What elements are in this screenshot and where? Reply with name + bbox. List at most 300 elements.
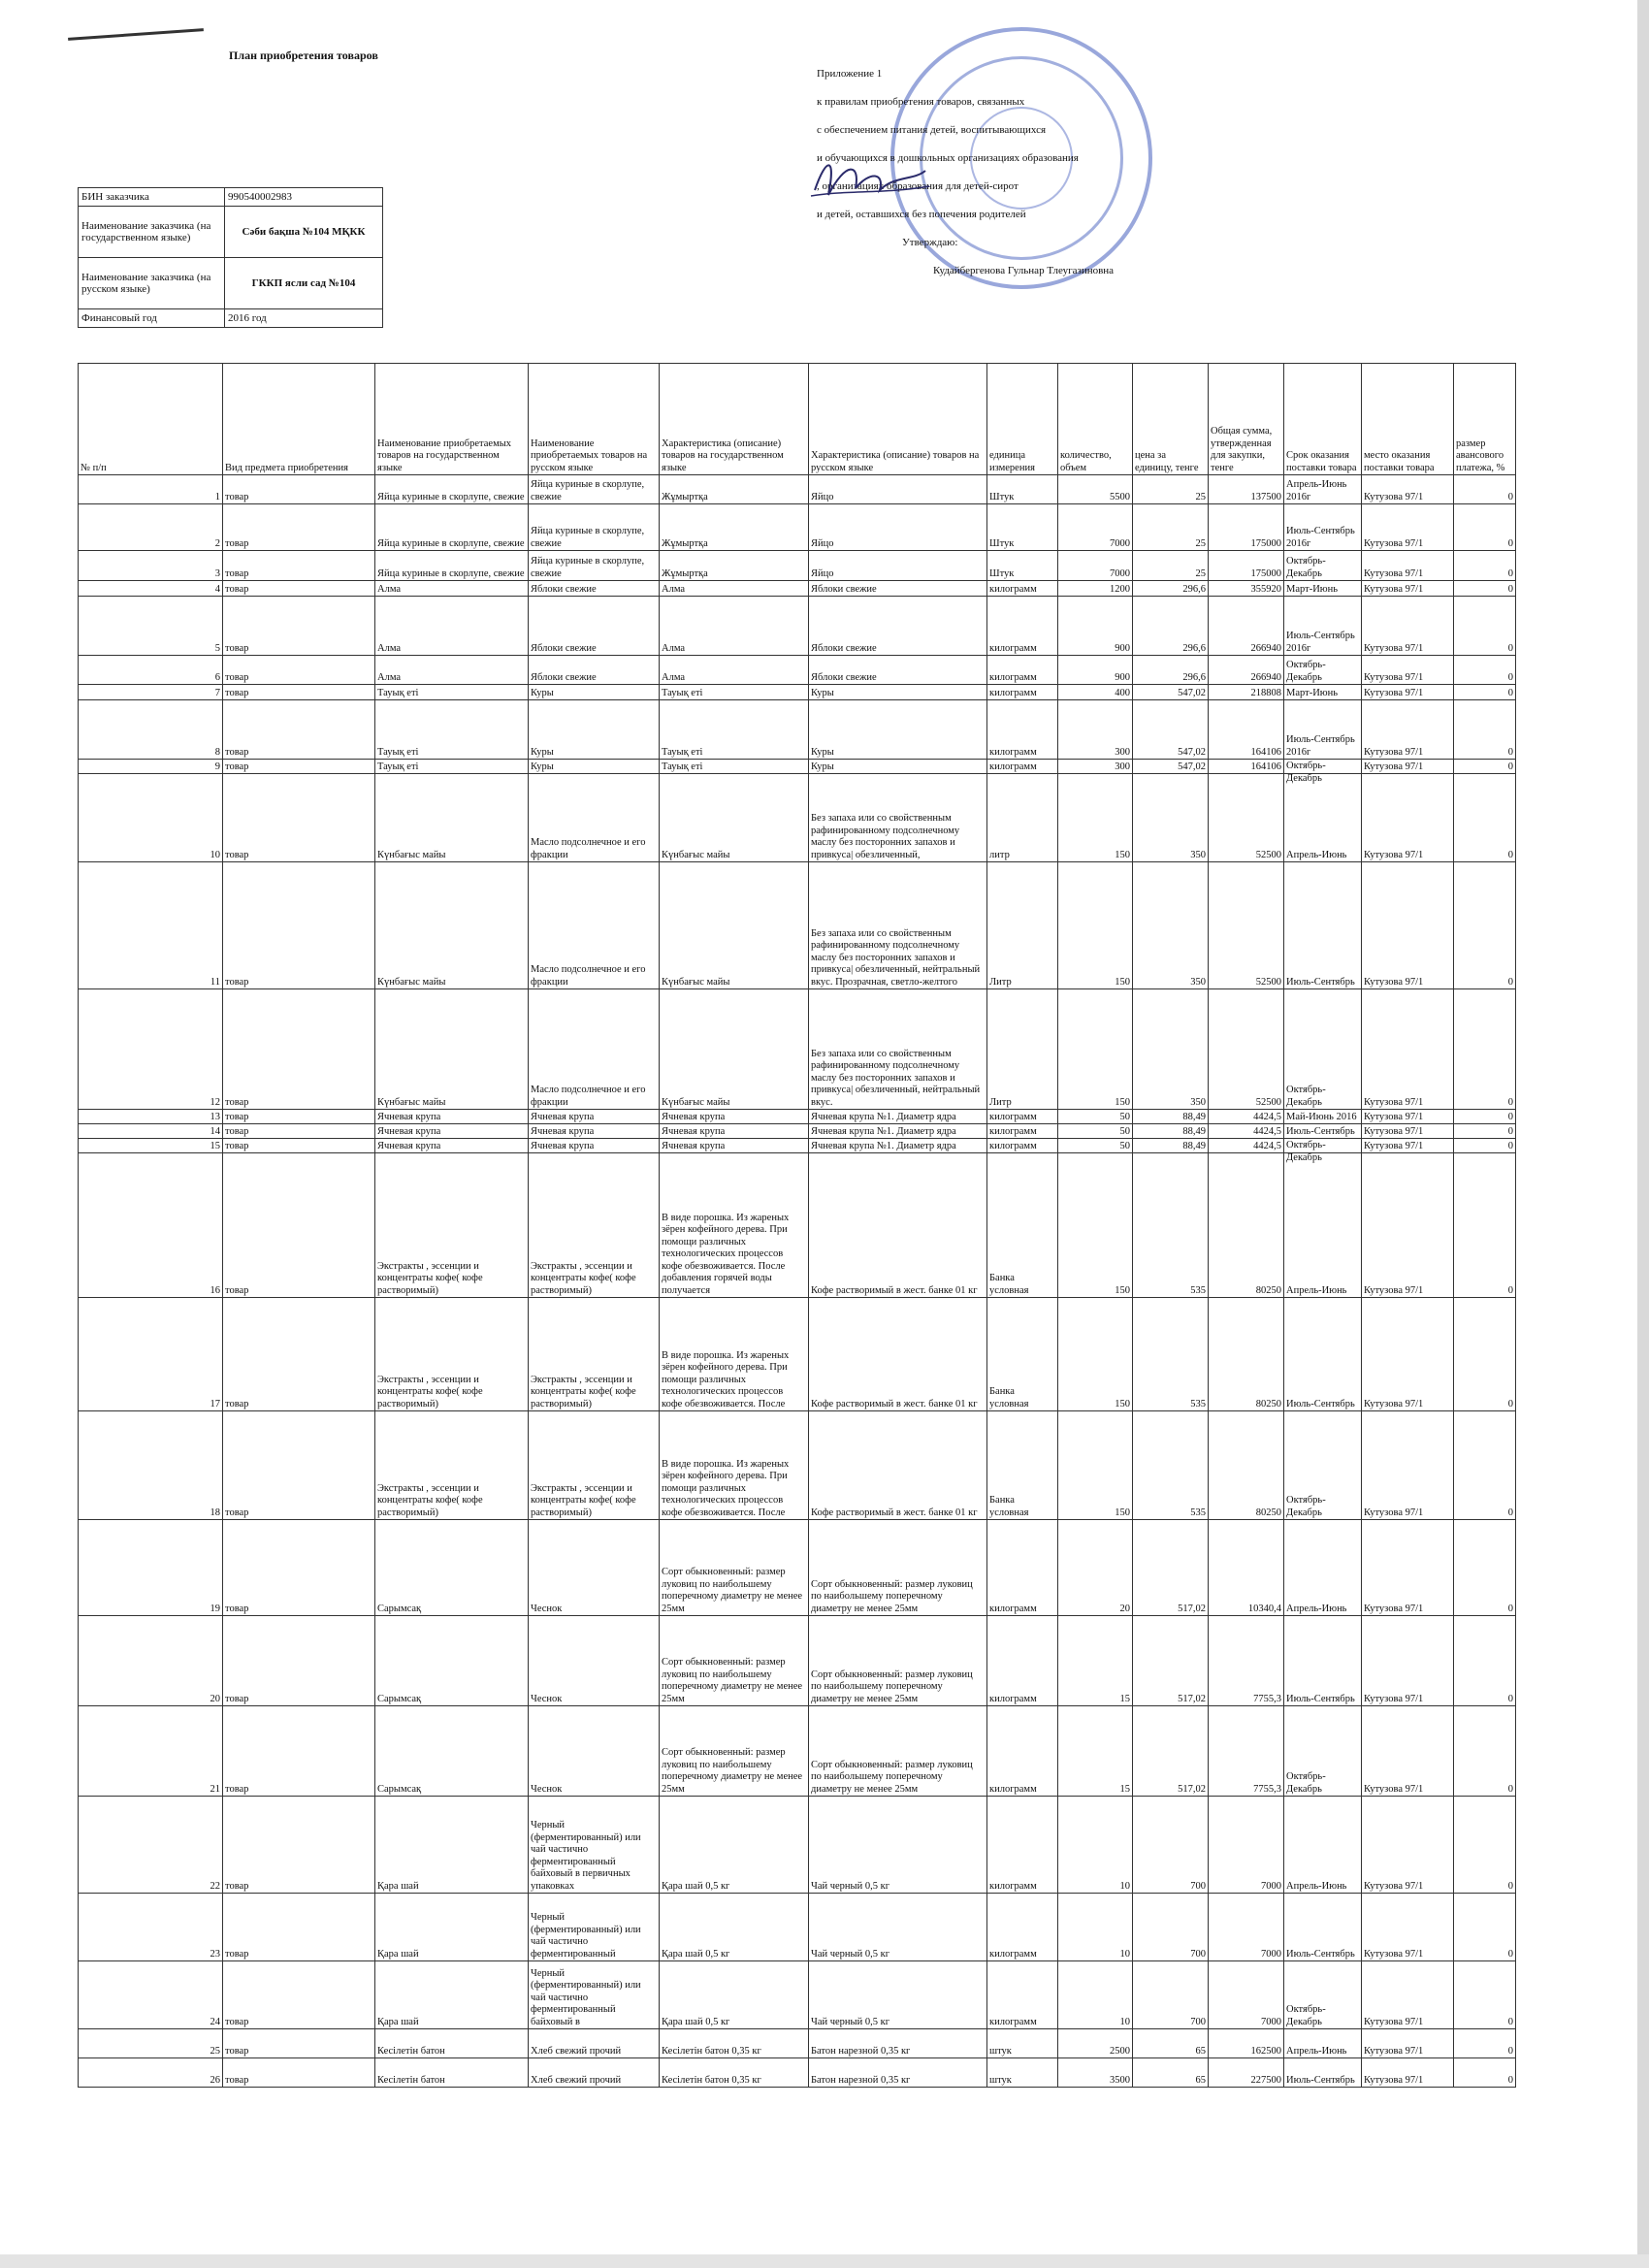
cell-n: 23: [79, 1894, 223, 1961]
cell-n: 9: [79, 760, 223, 774]
table-row: [79, 862, 1516, 989]
cell-price: 25: [1133, 551, 1209, 581]
cell-kz: Ячневая крупа: [375, 1139, 529, 1153]
cell-n: 1: [79, 475, 223, 504]
cell-sum: 4424,5: [1209, 1110, 1284, 1124]
cell-term: Июль-Сентябрь: [1284, 1124, 1362, 1139]
column-header: Общая сумма, утвержденная для закупки, тенге: [1209, 364, 1284, 475]
cell-adv: 0: [1454, 597, 1516, 656]
table-row: [79, 1797, 1516, 1894]
cell-n: 3: [79, 551, 223, 581]
info-value: 2016 год: [225, 309, 383, 328]
cell-kz: Яйца куриные в скорлупе, свежие: [375, 551, 529, 581]
cell-adv: 0: [1454, 1110, 1516, 1124]
cell-term: Июль-Сентябрь: [1284, 1298, 1362, 1411]
cell-dru: Чай черный 0,5 кг: [809, 1961, 987, 2029]
cell-kz: Сарымсақ: [375, 1616, 529, 1706]
cell-place: Кутузова 97/1: [1362, 1298, 1454, 1411]
cell-kz: Алма: [375, 656, 529, 685]
cell-dkz: Ячневая крупа: [660, 1124, 809, 1139]
cell-dru: Куры: [809, 700, 987, 760]
cell-sum: 7000: [1209, 1961, 1284, 2029]
cell-adv: 0: [1454, 1520, 1516, 1616]
cell-term: Апрель-Июнь: [1284, 1520, 1362, 1616]
cell-sum: 7755,3: [1209, 1616, 1284, 1706]
cell-ru: Ячневая крупа: [529, 1124, 660, 1139]
cell-price: 535: [1133, 1153, 1209, 1298]
table-row: [79, 700, 1516, 760]
cell-price: 296,6: [1133, 656, 1209, 685]
cell-dru: Ячневая крупа №1. Диаметр ядра: [809, 1124, 987, 1139]
cell-adv: 0: [1454, 656, 1516, 685]
cell-ru: Ячневая крупа: [529, 1139, 660, 1153]
cell-term: Октябрь-Декабрь: [1284, 1706, 1362, 1797]
cell-qty: 150: [1058, 1153, 1133, 1298]
cell-adv: 0: [1454, 504, 1516, 551]
cell-unit: Литр: [987, 862, 1058, 989]
cell-sum: 80250: [1209, 1153, 1284, 1298]
cell-dkz: Кесілетін батон 0,35 кг: [660, 2029, 809, 2058]
cell-n: 13: [79, 1110, 223, 1124]
cell-term: Апрель-Июнь: [1284, 2029, 1362, 2058]
cell-qty: 3500: [1058, 2058, 1133, 2088]
cell-ru: Черный (ферментированный) или чай частично ферментированный байховый в первичных упаковках: [529, 1797, 660, 1894]
cell-dkz: Қара шай 0,5 кг: [660, 1894, 809, 1961]
cell-unit: Банка условная: [987, 1298, 1058, 1411]
cell-kind: товар: [223, 1153, 375, 1298]
info-row: [79, 309, 383, 328]
cell-unit: килограмм: [987, 1616, 1058, 1706]
cell-place: Кутузова 97/1: [1362, 2029, 1454, 2058]
cell-dkz: Ячневая крупа: [660, 1139, 809, 1153]
cell-dkz: Тауық еті: [660, 760, 809, 774]
cell-place: Кутузова 97/1: [1362, 1110, 1454, 1124]
cell-dru: Яблоки свежие: [809, 597, 987, 656]
cell-n: 15: [79, 1139, 223, 1153]
approved-label: Утверждаю:: [902, 236, 958, 248]
cell-ru: Яйца куриные в скорлупе, свежие: [529, 551, 660, 581]
table-row: [79, 475, 1516, 504]
cell-kind: товар: [223, 1616, 375, 1706]
cell-qty: 10: [1058, 1894, 1133, 1961]
cell-unit: килограмм: [987, 760, 1058, 774]
cell-dru: Без запаха или со свойственным рафинированному подсолнечному маслу без посторонних запахов и привкуса| обезличенный, нейтральный вкус. Прозрачная, светло-желтого: [809, 862, 987, 989]
cell-unit: штук: [987, 2058, 1058, 2088]
cell-ru: Хлеб свежий прочий: [529, 2058, 660, 2088]
cell-kind: товар: [223, 581, 375, 597]
info-row: [79, 188, 383, 207]
cell-place: Кутузова 97/1: [1362, 1139, 1454, 1153]
cell-unit: килограмм: [987, 1110, 1058, 1124]
column-header: место оказания поставки товара: [1362, 364, 1454, 475]
cell-place: Кутузова 97/1: [1362, 504, 1454, 551]
cell-adv: 0: [1454, 760, 1516, 774]
cell-dru: Кофе растворимый в жест. банке 01 кг: [809, 1298, 987, 1411]
column-header: количество, объем: [1058, 364, 1133, 475]
cell-unit: килограмм: [987, 581, 1058, 597]
cell-term: Октябрь-Декабрь: [1284, 760, 1362, 774]
cell-n: 8: [79, 700, 223, 760]
cell-ru: Черный (ферментированный) или чай частично ферментированный байховый в: [529, 1961, 660, 2029]
annex-line: , организациях образования для детей-сирот: [817, 179, 1018, 192]
scan-edge: [1637, 0, 1649, 2268]
cell-n: 14: [79, 1124, 223, 1139]
cell-place: Кутузова 97/1: [1362, 1797, 1454, 1894]
cell-n: 10: [79, 774, 223, 862]
cell-qty: 1200: [1058, 581, 1133, 597]
cell-qty: 300: [1058, 700, 1133, 760]
cell-n: 2: [79, 504, 223, 551]
cell-kind: товар: [223, 1298, 375, 1411]
cell-place: Кутузова 97/1: [1362, 989, 1454, 1110]
cell-dru: Ячневая крупа №1. Диаметр ядра: [809, 1139, 987, 1153]
cell-kind: товар: [223, 700, 375, 760]
cell-price: 65: [1133, 2029, 1209, 2058]
cell-sum: 80250: [1209, 1411, 1284, 1520]
cell-n: 22: [79, 1797, 223, 1894]
cell-kind: товар: [223, 597, 375, 656]
cell-ru: Куры: [529, 760, 660, 774]
cell-qty: 150: [1058, 862, 1133, 989]
cell-kind: товар: [223, 1110, 375, 1124]
column-header: Наименование приобретаемых товаров на государственном языке: [375, 364, 529, 475]
cell-place: Кутузова 97/1: [1362, 760, 1454, 774]
cell-sum: 7755,3: [1209, 1706, 1284, 1797]
cell-sum: 175000: [1209, 504, 1284, 551]
cell-adv: 0: [1454, 1706, 1516, 1797]
column-header: цена за единицу, тенге: [1133, 364, 1209, 475]
table-row: [79, 1124, 1516, 1139]
signature: [807, 151, 933, 210]
cell-adv: 0: [1454, 989, 1516, 1110]
cell-ru: Масло подсолнечное и его фракции: [529, 862, 660, 989]
cell-unit: литр: [987, 774, 1058, 862]
cell-place: Кутузова 97/1: [1362, 2058, 1454, 2088]
cell-dru: Ячневая крупа №1. Диаметр ядра: [809, 1110, 987, 1124]
cell-dkz: Қара шай 0,5 кг: [660, 1961, 809, 2029]
cell-unit: килограмм: [987, 1961, 1058, 2029]
column-header: Вид предмета приобретения: [223, 364, 375, 475]
cell-sum: 266940: [1209, 597, 1284, 656]
cell-kind: товар: [223, 1706, 375, 1797]
approver-name: Кудайбергенова Гульнар Тлеугазиновна: [933, 264, 1115, 276]
cell-sum: 4424,5: [1209, 1139, 1284, 1153]
cell-ru: Яблоки свежие: [529, 597, 660, 656]
cell-term: Март-Июнь: [1284, 581, 1362, 597]
cell-ru: Яблоки свежие: [529, 581, 660, 597]
table-row: [79, 989, 1516, 1110]
cell-n: 11: [79, 862, 223, 989]
cell-place: Кутузова 97/1: [1362, 1411, 1454, 1520]
cell-term: Март-Июнь: [1284, 685, 1362, 700]
cell-place: Кутузова 97/1: [1362, 700, 1454, 760]
cell-n: 19: [79, 1520, 223, 1616]
cell-adv: 0: [1454, 862, 1516, 989]
cell-kind: товар: [223, 551, 375, 581]
document-title: План приобретения товаров: [229, 49, 378, 62]
cell-term: Июль-Сентябрь: [1284, 2058, 1362, 2088]
cell-term: Октябрь-Декабрь: [1284, 1411, 1362, 1520]
cell-kind: товар: [223, 685, 375, 700]
info-row: [79, 258, 383, 309]
table-row: [79, 1411, 1516, 1520]
cell-dkz: Тауық еті: [660, 700, 809, 760]
cell-kz: Тауық еті: [375, 685, 529, 700]
cell-unit: килограмм: [987, 700, 1058, 760]
cell-dkz: В виде порошка. Из жареных зёрен кофейного дерева. При помощи различных технологических процессов кофе обезвоживается. После добавления горячей воды получается: [660, 1153, 809, 1298]
cell-term: Октябрь-Декабрь: [1284, 656, 1362, 685]
cell-dru: Батон нарезной 0,35 кг: [809, 2058, 987, 2088]
cell-kz: Кесілетін батон: [375, 2029, 529, 2058]
cell-ru: Чеснок: [529, 1616, 660, 1706]
cell-kz: Сарымсақ: [375, 1520, 529, 1616]
cell-unit: килограмм: [987, 1797, 1058, 1894]
column-header: Характеристика (описание) товаров на русском языке: [809, 364, 987, 475]
cell-ru: Экстракты , эссенции и концентраты кофе( кофе растворимый): [529, 1411, 660, 1520]
column-header: Срок оказания поставки товара: [1284, 364, 1362, 475]
table-row: [79, 774, 1516, 862]
cell-place: Кутузова 97/1: [1362, 685, 1454, 700]
cell-n: 24: [79, 1961, 223, 2029]
cell-kind: товар: [223, 1894, 375, 1961]
cell-unit: Литр: [987, 989, 1058, 1110]
cell-unit: Штук: [987, 504, 1058, 551]
cell-price: 65: [1133, 2058, 1209, 2088]
info-label: Финансовый год: [79, 309, 225, 328]
table-row: [79, 2029, 1516, 2058]
cell-kind: товар: [223, 656, 375, 685]
table-header-row: [79, 364, 1516, 475]
cell-kz: Ячневая крупа: [375, 1124, 529, 1139]
cell-dkz: Алма: [660, 581, 809, 597]
cell-qty: 900: [1058, 597, 1133, 656]
cell-price: 296,6: [1133, 581, 1209, 597]
column-header: № п/п: [79, 364, 223, 475]
cell-term: Октябрь-Декабрь: [1284, 989, 1362, 1110]
cell-sum: 164106: [1209, 700, 1284, 760]
cell-sum: 137500: [1209, 475, 1284, 504]
cell-qty: 7000: [1058, 551, 1133, 581]
cell-dru: Кофе растворимый в жест. банке 01 кг: [809, 1153, 987, 1298]
cell-place: Кутузова 97/1: [1362, 551, 1454, 581]
cell-kz: Тауық еті: [375, 760, 529, 774]
cell-n: 4: [79, 581, 223, 597]
cell-qty: 15: [1058, 1706, 1133, 1797]
cell-ru: Хлеб свежий прочий: [529, 2029, 660, 2058]
cell-qty: 150: [1058, 1298, 1133, 1411]
info-value: 990540002983: [225, 188, 383, 207]
cell-price: 700: [1133, 1797, 1209, 1894]
cell-ru: Куры: [529, 685, 660, 700]
cell-price: 535: [1133, 1411, 1209, 1520]
cell-dkz: Жұмыртқа: [660, 551, 809, 581]
table-row: [79, 1706, 1516, 1797]
annex-line: и детей, оставшихся без попечения родителей: [817, 208, 1026, 220]
cell-dkz: В виде порошка. Из жареных зёрен кофейного дерева. При помощи различных технологических процессов кофе обезвоживается. После: [660, 1298, 809, 1411]
cell-term: Апрель-Июнь: [1284, 1153, 1362, 1298]
cell-sum: 266940: [1209, 656, 1284, 685]
cell-sum: 10340,4: [1209, 1520, 1284, 1616]
column-header: Наименование приобретаемых товаров на русском языке: [529, 364, 660, 475]
cell-dkz: Кесілетін батон 0,35 кг: [660, 2058, 809, 2088]
customer-info-table: [78, 187, 383, 328]
cell-qty: 10: [1058, 1961, 1133, 2029]
cell-sum: 227500: [1209, 2058, 1284, 2088]
cell-term: Июль-Сентябрь: [1284, 862, 1362, 989]
cell-dru: Сорт обыкновенный: размер луковиц по наибольшему поперечному диаметру не менее 25мм: [809, 1616, 987, 1706]
column-header: Характеристика (описание) товаров на государственном языке: [660, 364, 809, 475]
cell-term: Апрель-Июнь 2016г: [1284, 475, 1362, 504]
cell-qty: 400: [1058, 685, 1133, 700]
cell-unit: штук: [987, 2029, 1058, 2058]
info-value: Сәби бақша №104 МҚКК: [225, 207, 383, 258]
cell-unit: Банка условная: [987, 1411, 1058, 1520]
cell-ru: Чеснок: [529, 1520, 660, 1616]
table-row: [79, 504, 1516, 551]
cell-adv: 0: [1454, 1616, 1516, 1706]
cell-sum: 7000: [1209, 1894, 1284, 1961]
cell-dkz: Алма: [660, 656, 809, 685]
table-row: [79, 581, 1516, 597]
cell-dkz: Жұмыртқа: [660, 504, 809, 551]
cell-ru: Масло подсолнечное и его фракции: [529, 774, 660, 862]
table-row: [79, 760, 1516, 774]
cell-kz: Қара шай: [375, 1961, 529, 2029]
cell-ru: Черный (ферментированный) или чай частично ферментированный: [529, 1894, 660, 1961]
cell-sum: 355920: [1209, 581, 1284, 597]
cell-term: Июль-Сентябрь 2016г: [1284, 504, 1362, 551]
table-row: [79, 656, 1516, 685]
table-row: [79, 1894, 1516, 1961]
cell-dru: Сорт обыкновенный: размер луковиц по наибольшему поперечному диаметру не менее 25мм: [809, 1706, 987, 1797]
table-row: [79, 1110, 1516, 1124]
cell-place: Кутузова 97/1: [1362, 862, 1454, 989]
cell-adv: 0: [1454, 1298, 1516, 1411]
cell-kind: товар: [223, 1520, 375, 1616]
cell-price: 700: [1133, 1961, 1209, 2029]
cell-ru: Яблоки свежие: [529, 656, 660, 685]
cell-price: 517,02: [1133, 1616, 1209, 1706]
cell-ru: Яйца куриные в скорлупе, свежие: [529, 504, 660, 551]
cell-unit: килограмм: [987, 685, 1058, 700]
cell-qty: 10: [1058, 1797, 1133, 1894]
cell-place: Кутузова 97/1: [1362, 656, 1454, 685]
cell-price: 88,49: [1133, 1110, 1209, 1124]
cell-kind: товар: [223, 1797, 375, 1894]
cell-qty: 2500: [1058, 2029, 1133, 2058]
cell-place: Кутузова 97/1: [1362, 774, 1454, 862]
annex-line: к правилам приобретения товаров, связанных: [817, 95, 1025, 108]
cell-kz: Яйца куриные в скорлупе, свежие: [375, 504, 529, 551]
cell-dru: Яйцо: [809, 475, 987, 504]
cell-kind: товар: [223, 774, 375, 862]
cell-kind: товар: [223, 2058, 375, 2088]
cell-kz: Қара шай: [375, 1797, 529, 1894]
cell-kind: товар: [223, 1124, 375, 1139]
cell-price: 88,49: [1133, 1124, 1209, 1139]
cell-term: Апрель-Июнь: [1284, 774, 1362, 862]
cell-dkz: Сорт обыкновенный: размер луковиц по наибольшему поперечному диаметру не менее 25мм: [660, 1616, 809, 1706]
cell-sum: 52500: [1209, 989, 1284, 1110]
cell-n: 26: [79, 2058, 223, 2088]
cell-place: Кутузова 97/1: [1362, 1520, 1454, 1616]
cell-unit: Штук: [987, 551, 1058, 581]
scan-bottom-edge: [0, 2254, 1649, 2268]
table-row: [79, 1520, 1516, 1616]
cell-place: Кутузова 97/1: [1362, 475, 1454, 504]
table-row: [79, 1298, 1516, 1411]
annex-line: и обучающихся в дошкольных организациях образования: [817, 151, 1079, 164]
cell-dkz: Қара шай 0,5 кг: [660, 1797, 809, 1894]
info-label: Наименование заказчика (на государственном языке): [79, 207, 225, 258]
cell-qty: 300: [1058, 760, 1133, 774]
cell-place: Кутузова 97/1: [1362, 1153, 1454, 1298]
cell-kind: товар: [223, 989, 375, 1110]
pen-mark: [68, 28, 204, 41]
cell-ru: Куры: [529, 700, 660, 760]
cell-dkz: В виде порошка. Из жареных зёрен кофейного дерева. При помощи различных технологических процессов кофе обезвоживается. После: [660, 1411, 809, 1520]
cell-adv: 0: [1454, 1153, 1516, 1298]
cell-adv: 0: [1454, 551, 1516, 581]
cell-ru: Масло подсолнечное и его фракции: [529, 989, 660, 1110]
cell-kz: Алма: [375, 581, 529, 597]
cell-adv: 0: [1454, 475, 1516, 504]
cell-term: Июль-Сентябрь 2016г: [1284, 597, 1362, 656]
cell-adv: 0: [1454, 1139, 1516, 1153]
cell-dru: Без запаха или со свойственным рафинированному подсолнечному маслу без посторонних запахов и привкуса| обезличенный,: [809, 774, 987, 862]
cell-dru: Батон нарезной 0,35 кг: [809, 2029, 987, 2058]
cell-qty: 50: [1058, 1110, 1133, 1124]
cell-unit: килограмм: [987, 597, 1058, 656]
cell-unit: килограмм: [987, 1124, 1058, 1139]
cell-dkz: Алма: [660, 597, 809, 656]
cell-term: Апрель-Июнь: [1284, 1797, 1362, 1894]
cell-unit: килограмм: [987, 1894, 1058, 1961]
cell-kz: Экстракты , эссенции и концентраты кофе( кофе растворимый): [375, 1153, 529, 1298]
annex-line: с обеспечением питания детей, воспитывающихся: [817, 123, 1047, 136]
cell-n: 7: [79, 685, 223, 700]
cell-n: 25: [79, 2029, 223, 2058]
cell-place: Кутузова 97/1: [1362, 1961, 1454, 2029]
cell-adv: 0: [1454, 1961, 1516, 2029]
cell-dkz: Ячневая крупа: [660, 1110, 809, 1124]
cell-ru: Экстракты , эссенции и концентраты кофе( кофе растворимый): [529, 1298, 660, 1411]
cell-term: Май-Июнь 2016: [1284, 1110, 1362, 1124]
cell-kind: товар: [223, 504, 375, 551]
table-row: [79, 685, 1516, 700]
table-row: [79, 2058, 1516, 2088]
cell-adv: 0: [1454, 2029, 1516, 2058]
cell-price: 350: [1133, 862, 1209, 989]
cell-dru: Чай черный 0,5 кг: [809, 1894, 987, 1961]
cell-dru: Без запаха или со свойственным рафинированному подсолнечному маслу без посторонних запахов и привкуса| обезличенный, нейтральный вкус.: [809, 989, 987, 1110]
cell-kind: товар: [223, 1961, 375, 2029]
cell-dru: Яйцо: [809, 551, 987, 581]
cell-place: Кутузова 97/1: [1362, 1894, 1454, 1961]
cell-n: 5: [79, 597, 223, 656]
cell-kind: товар: [223, 475, 375, 504]
cell-kind: товар: [223, 760, 375, 774]
info-value: ГККП ясли сад №104: [225, 258, 383, 309]
cell-kind: товар: [223, 2029, 375, 2058]
cell-dkz: Сорт обыкновенный: размер луковиц по наибольшему поперечному диаметру не менее 25мм: [660, 1520, 809, 1616]
cell-n: 12: [79, 989, 223, 1110]
cell-price: 88,49: [1133, 1139, 1209, 1153]
cell-unit: Банка условная: [987, 1153, 1058, 1298]
cell-ru: Чеснок: [529, 1706, 660, 1797]
table-row: [79, 597, 1516, 656]
cell-ru: Ячневая крупа: [529, 1110, 660, 1124]
